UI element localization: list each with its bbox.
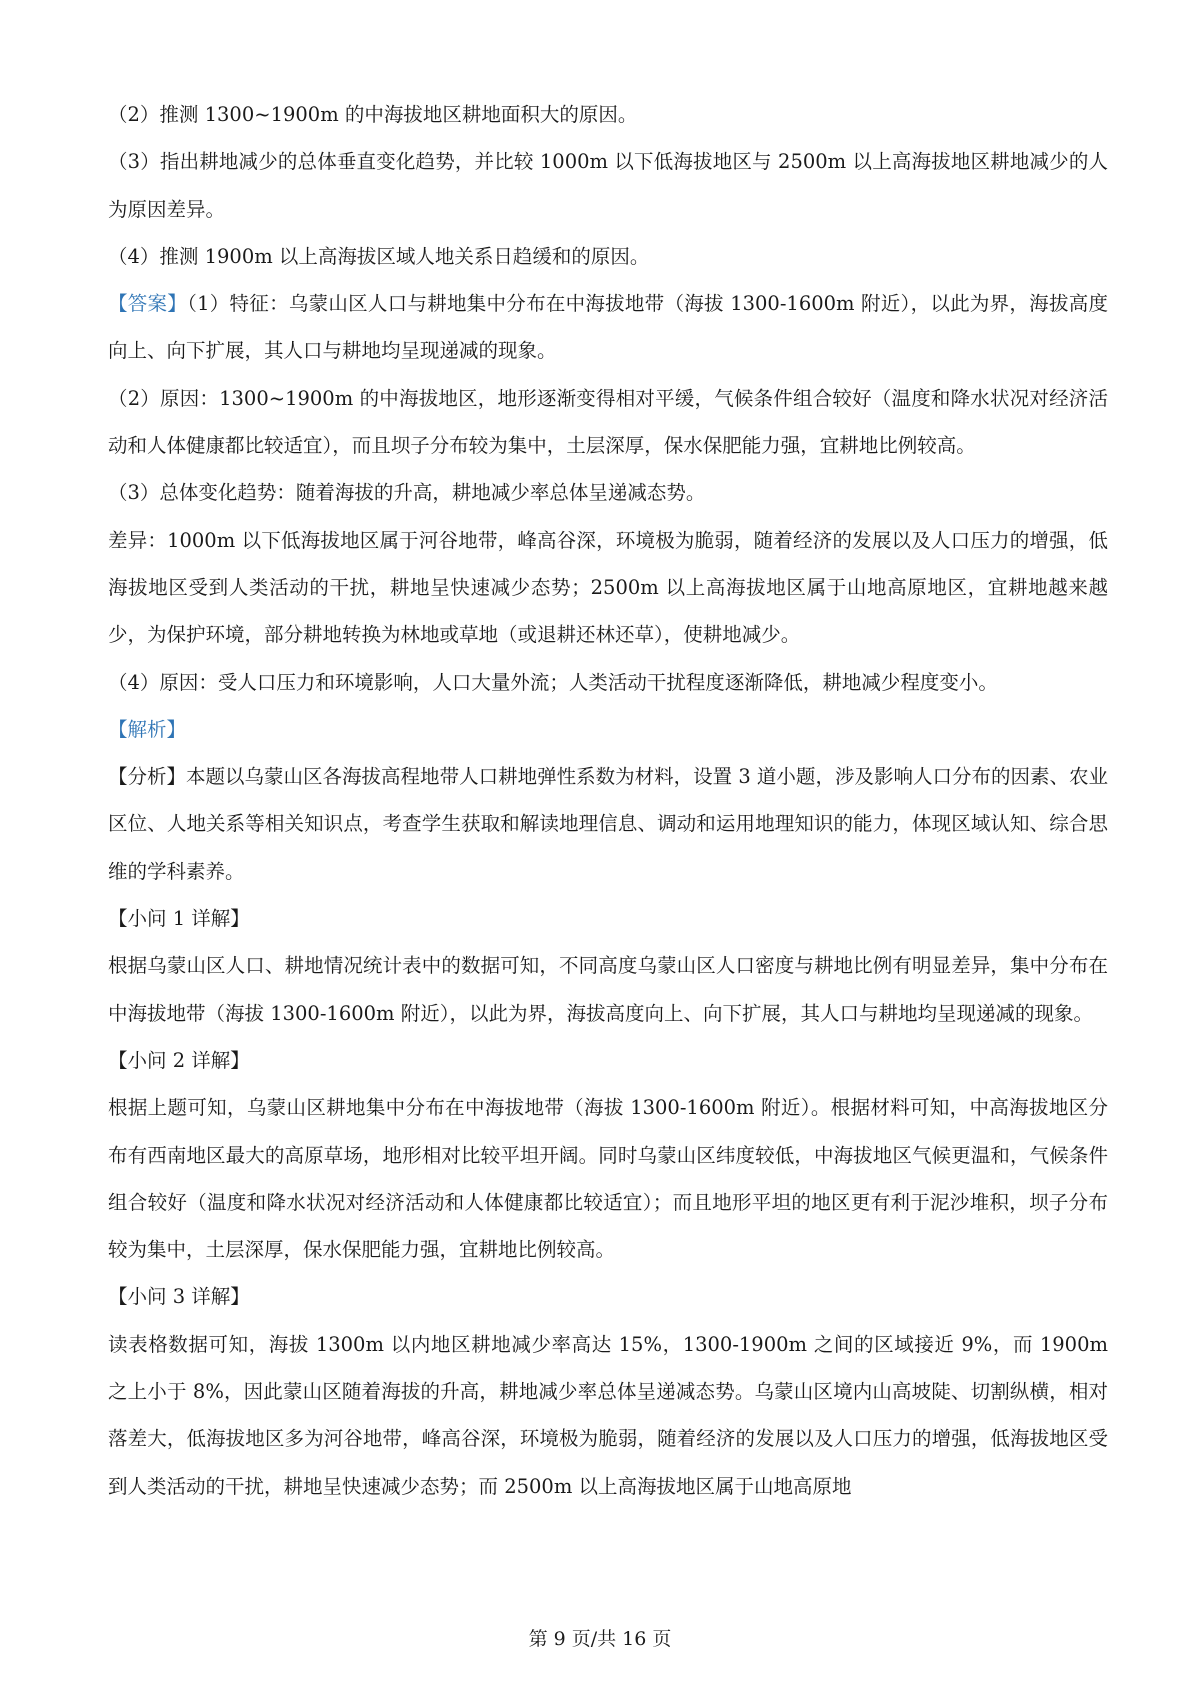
sub-question-2-title: 【小问 2 详解】 — [108, 1048, 250, 1072]
analysis-label: 【解析】 — [108, 717, 187, 741]
answer-3-difference: 差异：1000m 以下低海拔地区属于河谷地带，峰高谷深，环境极为脆弱，随着经济的发展以及人口压力的增强，低海拔地区受到人类活动的干扰，耕地呈快速减少态势；2500m 以上高海拔地区属于山地高原地区，宜耕地越来越少，为保护环境，部分耕地转换为林地或草地（或退耕还林还草），使耕地减少。 — [108, 528, 1108, 647]
answer-label: 【答案】 — [108, 292, 188, 316]
sub-question-3-title: 【小问 3 详解】 — [108, 1285, 250, 1309]
sub-question-1-detail: 根据乌蒙山区人口、耕地情况统计表中的数据可知，不同高度乌蒙山区人口密度与耕地比例有明显差异，集中分布在中海拔地带（海拔 1300-1600m 附近），以此为界，海拔高度向上、向下扩展，其人口与耕地均呈现递减的现象。 — [108, 954, 1108, 1025]
sub-question-1-title: 【小问 1 详解】 — [108, 907, 250, 931]
page-number: 第 9 页/共 16 页 — [528, 1628, 672, 1650]
document-body — [108, 91, 1108, 1510]
sub-question-2-detail: 根据上题可知，乌蒙山区耕地集中分布在中海拔地带（海拔 1300-1600m 附近）。根据材料可知，中高海拔地区分布有西南地区最大的高原草场，地形相对比较平坦开阔。同时乌蒙山区纬度较低，中海拔地区气候更温和，气候条件组合较好（温度和降水状况对经济活动和人体健康都比较适宜）；而且地形平坦的地区更有利于泥沙堆积，坝子分布较为集中，土层深厚，保水保肥能力强，宜耕地比例较高。 — [108, 1096, 1108, 1262]
answer-1: （1）特征：乌蒙山区人口与耕地集中分布在中海拔地带（海拔 1300-1600m 附近），以此为界，海拔高度向上、向下扩展，其人口与耕地均呈现递减的现象。 — [108, 292, 1108, 363]
question-3: （3）指出耕地减少的总体垂直变化趋势，并比较 1000m 以下低海拔地区与 2500m 以上高海拔地区耕地减少的人为原因差异。 — [108, 150, 1108, 221]
question-4: （4）推测 1900m 以上高海拔区域人地关系日趋缓和的原因。 — [108, 244, 650, 268]
sub-question-3-detail: 读表格数据可知，海拔 1300m 以内地区耕地减少率高达 15%，1300-1900m 之间的区域接近 9%，而 1900m 之上小于 8%，因此蒙山区随着海拔的升高，耕地减少率总体呈递减态势。乌蒙山区境内山高坡陡、切割纵横，相对落差大，低海拔地区多为河谷地带，峰高谷深，环境极为脆弱，随着经济的发展以及人口压力的增强，低海拔地区受到人类活动的干扰，耕地呈快速减少态势；而 2500m 以上高海拔地区属于山地高原地 — [108, 1332, 1108, 1498]
answer-1-paragraph — [108, 280, 1108, 375]
answer-3: （3）总体变化趋势：随着海拔的升高，耕地减少率总体呈递减态势。 — [108, 481, 706, 505]
answer-2: （2）原因：1300~1900m 的中海拔地区，地形逐渐变得相对平缓，气候条件组合较好（温度和降水状况对经济活动和人体健康都比较适宜），而且坝子分布较为集中，土层深厚，保水保肥能力强，宜耕地比例较高。 — [108, 386, 1108, 458]
answer-4: （4）原因：受人口压力和环境影响，人口大量外流；人类活动干扰程度逐渐降低，耕地减少程度变小。 — [108, 670, 998, 694]
analysis-summary: 【分析】本题以乌蒙山区各海拔高程地带人口耕地弹性系数为材料，设置 3 道小题，涉及影响人口分布的因素、农业区位、人地关系等相关知识点，考查学生获取和解读地理信息、调动和运用地理知识的能力，体现区域认知、综合思维的学科素养。 — [108, 765, 1108, 883]
question-2: （2）推测 1300~1900m 的中海拔地区耕地面积大的原因。 — [108, 103, 638, 126]
